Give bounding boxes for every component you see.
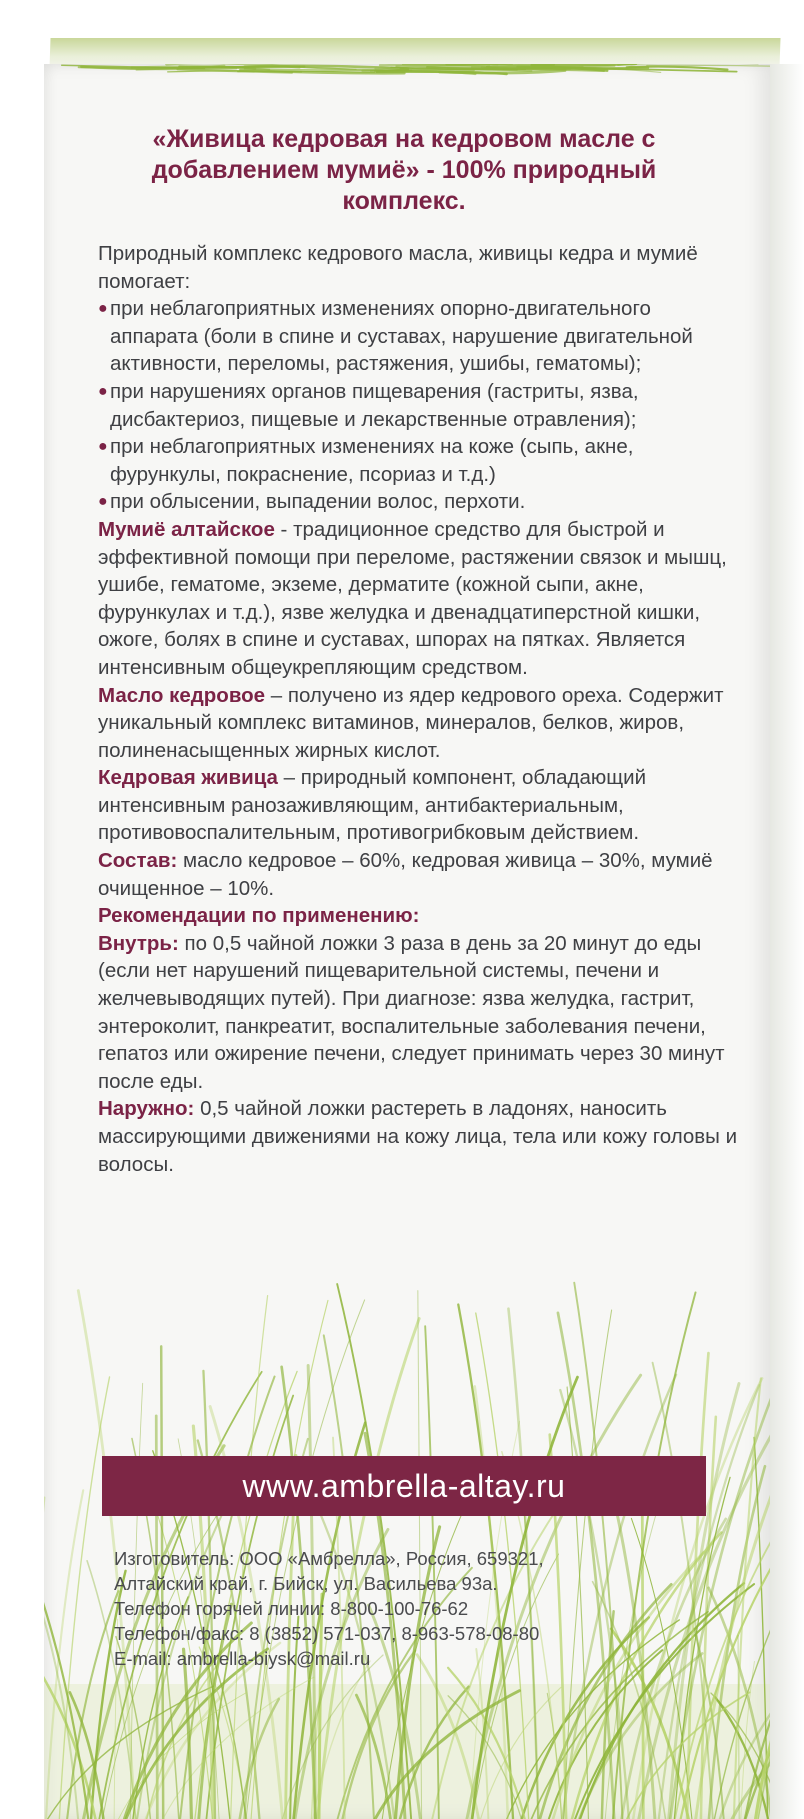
composition-text: масло кедровое – 60%, кедровая живица – 30%, мумиё очищенное – 10%. <box>98 849 713 900</box>
bullet-text: при нарушениях органов пищеварения (гастриты, язва, дисбактериоз, пищевые и лекарственные отравления); <box>110 379 639 431</box>
box-back-panel <box>44 64 770 1819</box>
bullet-text: при облысении, выпадении волос, перхоти. <box>110 490 526 514</box>
internal-label: Внутрь: <box>98 931 179 955</box>
oil-label: Масло кедровое <box>98 683 266 707</box>
oil-text: – получено из ядер кедрового ореха. Содержит уникальный комплекс витаминов, минералов, белков, жиров, полиненасыщенных жирных кислот. <box>98 683 724 762</box>
description-block <box>98 240 738 1178</box>
hotline-line: Телефон горячей линии: 8-800-100-76-62 <box>114 1598 469 1619</box>
manufacturer-line: Изготовитель: ООО «Амбрелла», Россия, 659321, <box>114 1548 544 1569</box>
resin-section <box>98 764 738 847</box>
bullet-dot-icon: ● <box>98 438 108 456</box>
intro-text: Природный комплекс кедрового масла, живицы кедра и мумиё помогает: <box>98 242 698 293</box>
bullet-dot-icon: ● <box>98 300 108 318</box>
resin-text: – природный компонент, обладающий интенсивным ранозаживляющим, антибактериальным, противовоспалительным, противогрибковым действием. <box>98 766 647 845</box>
mumiyo-section <box>98 516 738 682</box>
bullet-dot-icon: ● <box>98 382 108 400</box>
bullet-dot-icon: ● <box>98 493 108 511</box>
title-line: добавлением мумиё» - 100% природный <box>151 156 657 184</box>
product-title <box>104 124 704 217</box>
bullet-text: при неблагоприятных изменениях на коже (сыпь, акне, фурункулы, покраснение, псориаз и т.д.) <box>110 435 634 486</box>
mumiyo-text: - традиционное средство для быстрой и эффективной помощи при переломе, растяжении связок и мышц, ушибе, гематоме, экземе, дерматите (кожной сыпи, акне, фурункулах и т.д.), язве желудка и двенадцатиперстной кишки, ожоге, болях в спине и суставах, шпорах на пятках. Является интенсивным общеукрепляющим средством. <box>98 517 727 679</box>
composition-label: Состав: <box>98 849 178 873</box>
recommend-title: Рекомендации по применению: <box>98 904 420 928</box>
title-line: комплекс. <box>342 187 466 215</box>
phone-fax-line: Телефон/факс: 8 (3852) 571-037, 8-963-578-08-80 <box>114 1623 540 1644</box>
benefit-bullet <box>98 433 738 488</box>
mumiyo-label: Мумиё алтайское <box>98 517 275 541</box>
website-banner <box>102 1456 706 1516</box>
external-text: 0,5 чайной ложки растереть в ладонях, наносить массирующими движениями на кожу лица, тела или кожу головы и волосы. <box>98 1097 738 1176</box>
oil-section <box>98 682 738 765</box>
title-line: «Живица кедровая на кедровом масле с <box>152 125 656 153</box>
website-url: www.ambrella-altay.ru <box>242 1467 566 1504</box>
composition-section <box>98 847 738 902</box>
manufacturer-info <box>114 1546 714 1671</box>
email-line: E-mail: ambrella-biysk@mail.ru <box>114 1648 371 1669</box>
benefit-bullet <box>98 295 738 378</box>
resin-label: Кедровая живица <box>98 766 278 790</box>
bullet-text: при неблагоприятных изменениях опорно-двигательного аппарата (боли в спине и суставах, нарушение двигательной активности, переломы, растяжения, ушибы, гематомы); <box>110 297 693 376</box>
external-use-section <box>98 1095 738 1178</box>
benefit-bullet <box>98 488 738 516</box>
benefit-bullet <box>98 378 738 433</box>
internal-use-section <box>98 930 738 1096</box>
external-label: Наружно: <box>98 1097 195 1121</box>
manufacturer-line: Алтайский край, г. Бийск, ул. Васильева 93а. <box>114 1573 498 1594</box>
internal-text: по 0,5 чайной ложки 3 раза в день за 20 минут до еды (если нет нарушений пищеварительной системы, печени и желчевыводящих путей). При диагнозе: язва желудка, гастрит, энтероколит, панкреатит, воспалительные заболевания печени, гепатоз или ожирение печени, следует принимать через 30 минут после еды. <box>98 931 725 1093</box>
box-side-edge <box>770 64 804 1819</box>
